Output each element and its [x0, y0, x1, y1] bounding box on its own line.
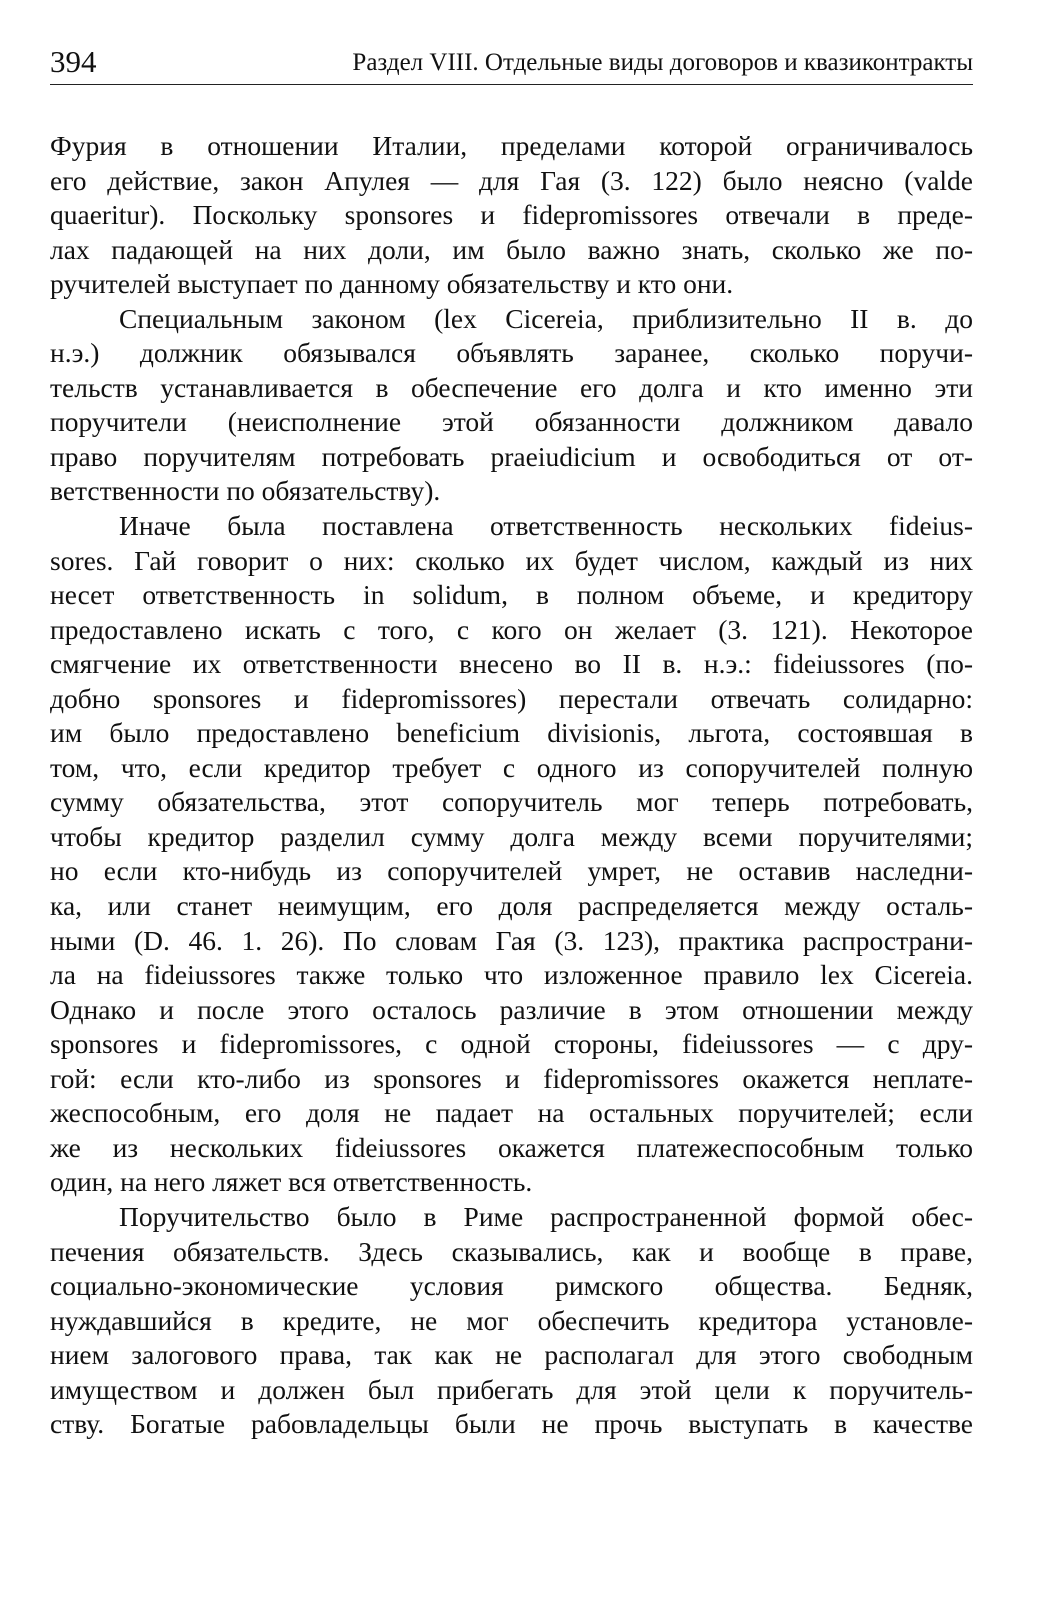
text-line: Поручительство было в Риме распространенной формой обес-: [119, 1200, 973, 1232]
text-line: quaeritur). Поскольку sponsores и fidepromissores отвечали в преде-: [50, 199, 973, 231]
text-line: добно sponsores и fidepromissores) перестали отвечать солидарно:: [50, 682, 973, 714]
text-line: печения обязательств. Здесь сказывались, как и вообще в праве,: [50, 1235, 973, 1267]
text-line: sores. Гай говорит о них: сколько их будет числом, каждый из них: [50, 544, 973, 576]
section-title: Раздел VIII. Отдельные виды договоров и квазиконтракты: [352, 49, 973, 76]
paragraph: [50, 302, 973, 509]
text-line: sponsores и fidepromissores, с одной стороны, fideiussores — с дру-: [50, 1028, 973, 1060]
paragraph: [50, 1200, 973, 1442]
text-line: имуществом и должен был прибегать для этой цели к поручитель-: [50, 1373, 973, 1405]
text-line: сумму обязательства, этот сопоручитель мог теперь потребовать,: [50, 786, 973, 818]
text-line: Иначе была поставлена ответственность нескольких fideius-: [119, 510, 973, 542]
text-line: нием залогового права, так как не располагал для этого свободным: [50, 1339, 973, 1371]
text-line: Однако и после этого осталось различие в этом отношении между: [50, 993, 973, 1025]
text-line: ка, или станет неимущим, его доля распределяется между осталь-: [50, 890, 973, 922]
text-line: гой: если кто-либо из sponsores и fidepromissores окажется неплате-: [50, 1062, 973, 1094]
text-line: Фурия в отношении Италии, пределами которой ограничивалось: [50, 130, 973, 161]
text-line: жеспособным, его доля не падает на остальных поручителей; если: [50, 1097, 973, 1129]
text-line: его действие, закон Апулея — для Гая (3. 122) было неясно (valde: [50, 164, 973, 196]
text-line: Специальным законом (lex Cicereia, приблизительно II в. до: [119, 302, 973, 334]
paragraph: [50, 129, 973, 302]
text-line: чтобы кредитор разделил сумму долга между всеми поручителями;: [50, 820, 973, 852]
text-line: один, на него ляжет вся ответственность.: [50, 1166, 533, 1198]
text-line: же из нескольких fideiussores окажется платежеспособным только: [50, 1131, 973, 1163]
text-line: н.э.) должник обязывался объявлять заранее, сколько поручи-: [50, 337, 973, 369]
text-line: ветственности по обязательству).: [50, 475, 441, 507]
text-line: предоставлено искать с того, с кого он желает (3. 121). Некоторое: [50, 613, 973, 645]
page-number: 394: [50, 44, 97, 79]
text-line: ручителей выступает по данному обязательству и кто они.: [50, 268, 734, 300]
text-line: поручители (неисполнение этой обязанности должником давало: [50, 406, 973, 438]
body-text: [50, 129, 973, 1442]
text-line: ству. Богатые рабовладельцы были не прочь выступать в качестве: [50, 1408, 973, 1440]
text-line: нуждавшийся в кредите, не мог обеспечить кредитора установле-: [50, 1304, 973, 1336]
text-line: несет ответственность in solidum, в полном объеме, и кредитору: [50, 579, 973, 611]
text-line: ными (D. 46. 1. 26). По словам Гая (3. 123), практика распространи-: [50, 924, 973, 956]
text-line: право поручителям потребовать praeiudicium и освободиться от от-: [50, 440, 973, 472]
text-line: том, что, если кредитор требует с одного из сопоручителей полную: [50, 751, 973, 783]
text-line: тельств устанавливается в обеспечение его долга и кто именно эти: [50, 371, 973, 403]
text-line: но если кто-нибудь из сопоручителей умрет, не оставив наследни-: [50, 855, 973, 887]
text-line: лах падающей на них доли, им было важно знать, сколько же по-: [50, 233, 973, 265]
running-header: [50, 44, 973, 85]
text-line: смягчение их ответственности внесено во II в. н.э.: fideiussores (по-: [50, 648, 973, 680]
book-page: [50, 0, 973, 1601]
text-line: социально-экономические условия римского общества. Бедняк,: [50, 1270, 973, 1302]
text-line: ла на fideiussores также только что изложенное правило lex Cicereia.: [50, 959, 973, 991]
text-line: им было предоставлено beneficium divisionis, льгота, состоявшая в: [50, 717, 973, 749]
paragraph: [50, 509, 973, 1200]
